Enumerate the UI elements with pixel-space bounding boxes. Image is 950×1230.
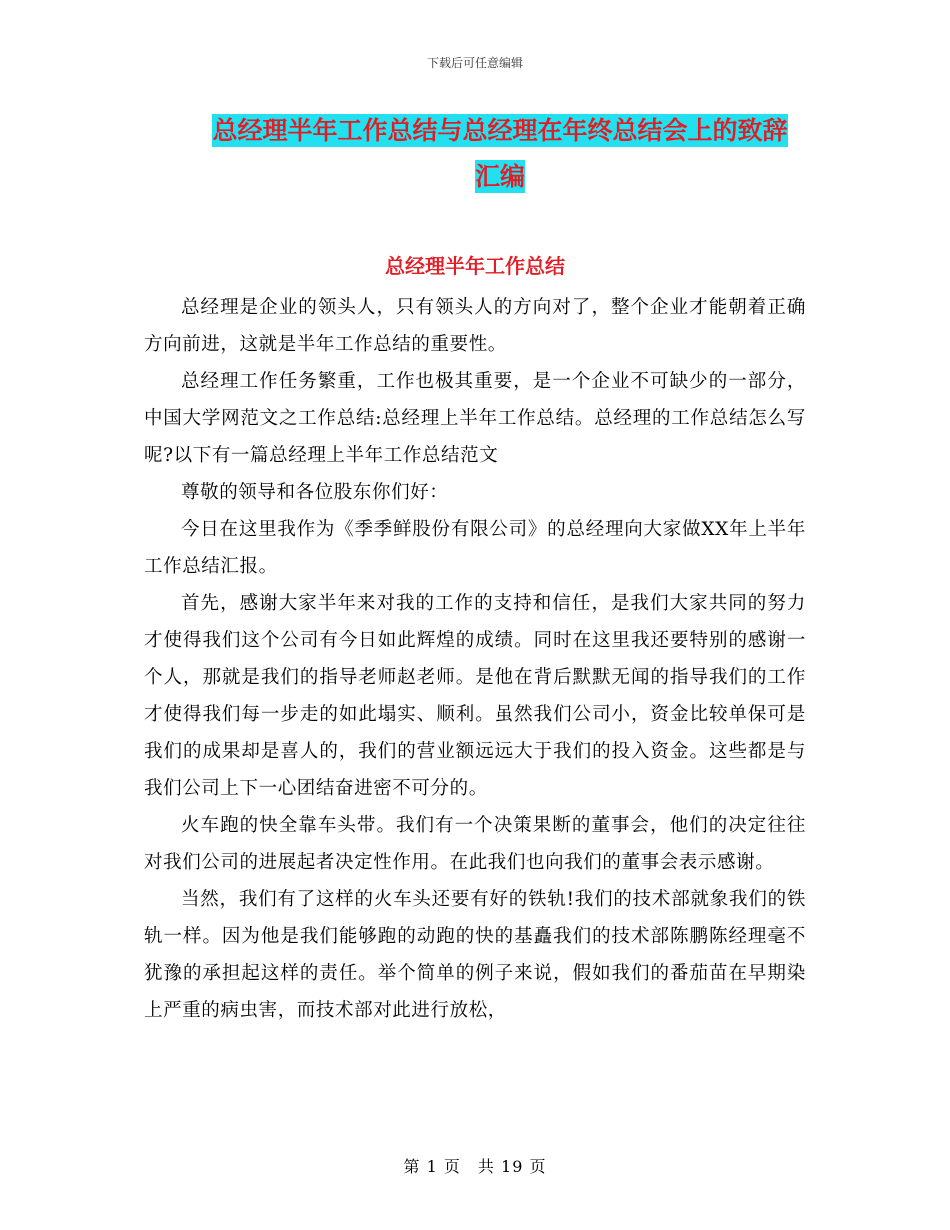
document-title-line1: 总经理半年工作总结与总经理在年终总结会上的致辞 bbox=[212, 116, 788, 145]
footer-label-end: 页 bbox=[529, 1157, 547, 1176]
paragraph: 首先，感谢大家半年来对我的工作的支持和信任，是我们大家共同的努力才使得我们这个公司有今日如此辉煌的成绩。同时在这里我还要特别的感谢一个人，那就是我们的指导老师赵老师。是他在背后默默无闻的指导我们的工作才使得我们每一步走的如此塌实、顺利。虽然我们公司小，资金比较单保可是我们的成果却是喜人的，我们的营业额远远大于我们的投入资金。这些都是与我们公司上下一心团结奋进密不可分的。 bbox=[144, 593, 806, 799]
document-title bbox=[190, 108, 810, 200]
body-text bbox=[144, 289, 806, 1029]
footer-label-page: 第 bbox=[403, 1157, 421, 1176]
paragraph: 总经理是企业的领头人，只有领头人的方向对了，整个企业才能朝着正确方向前进，这就是半年工作总结的重要性。 bbox=[144, 297, 806, 355]
paragraph: 尊敬的领导和各位股东你们好： bbox=[181, 482, 449, 503]
paragraph: 火车跑的快全靠车头带。我们有一个决策果断的董事会，他们的决定往往对我们公司的进展起者决定性作用。在此我们也向我们的董事会表示感谢。 bbox=[144, 815, 806, 873]
header-note: 下载后可任意编辑 bbox=[426, 56, 523, 70]
footer-label-of: 页 共 bbox=[443, 1157, 495, 1176]
document-title-line2: 汇编 bbox=[474, 162, 525, 191]
footer-total-pages: 19 bbox=[501, 1157, 524, 1176]
section-title: 总经理半年工作总结 bbox=[385, 254, 565, 278]
page-footer bbox=[0, 1154, 950, 1177]
paragraph: 今日在这里我作为《季季鲜股份有限公司》的总经理向大家做XX年上半年工作总结汇报。 bbox=[144, 519, 806, 577]
paragraph: 当然，我们有了这样的火车头还要有好的铁轨!我们的技术部就象我们的铁轨一样。因为他是我们能够跑的动跑的快的基矗我们的技术部陈鹏陈经理毫不犹豫的承担起这样的责任。举个简单的例子来说，假如我们的番茄苗在早期染上严重的病虫害，而技术部对此进行放松， bbox=[144, 889, 806, 1021]
paragraph: 总经理工作任务繁重，工作也极其重要，是一个企业不可缺少的一部分，中国大学网范文之工作总结:总经理上半年工作总结。总经理的工作总结怎么写呢?以下有一篇总经理上半年工作总结范文 bbox=[144, 371, 806, 466]
footer-page-number: 1 bbox=[426, 1157, 438, 1176]
